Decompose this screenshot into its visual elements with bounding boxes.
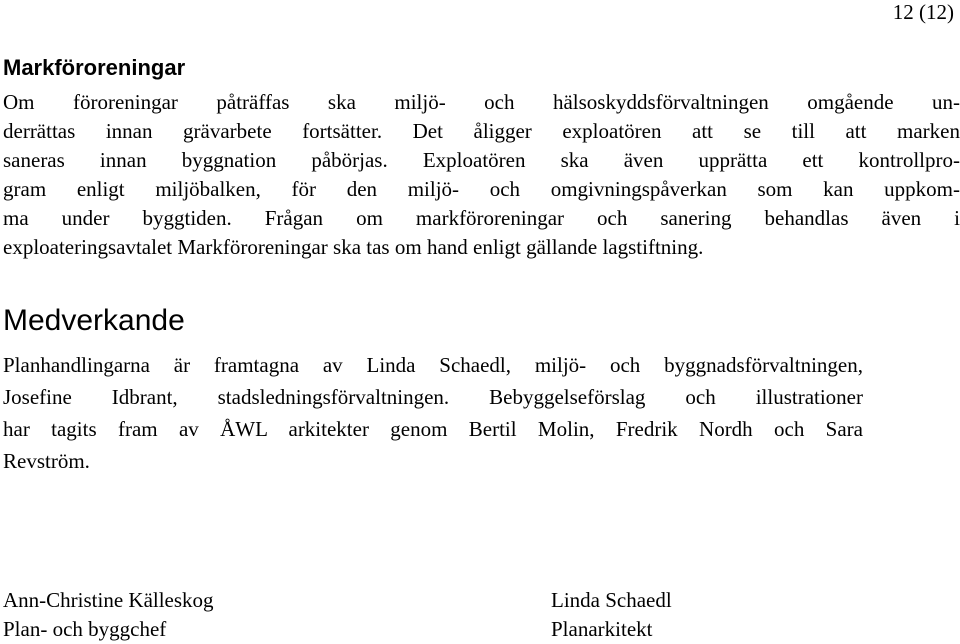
paragraph-line: exploateringsavtalet Markföroreningar ska tas om hand enligt gällande lagstiftning. [3, 235, 704, 259]
contributors-paragraph [3, 349, 863, 477]
contamination-paragraph [3, 88, 960, 262]
paragraph-line: Josefine Idbrant, stadsledningsförvaltningen. Bebyggelseförslag och illustrationer [3, 385, 863, 409]
section-heading-contamination: Markföroreningar [3, 55, 186, 80]
paragraph-line: Planhandlingarna är framtagna av Linda Schaedl, miljö- och byggnadsförvaltningen, [3, 353, 863, 377]
paragraph-line: har tagits fram av ÅWL arkitekter genom Bertil Molin, Fredrik Nordh och Sara [3, 417, 863, 441]
paragraph-line: ma under byggtiden. Frågan om markföroreningar och sanering behandlas även i [3, 206, 960, 230]
signatory-name: Linda Schaedl [551, 588, 672, 612]
signatory-name: Ann-Christine Källeskog [3, 588, 214, 612]
page-number: 12 (12) [892, 0, 954, 24]
signature-block-right [551, 586, 672, 644]
paragraph-line: gram enligt miljöbalken, för den miljö- och omgivningspåverkan som kan uppkom- [3, 177, 960, 201]
paragraph-line: Om föroreningar påträffas ska miljö- och hälsoskyddsförvaltningen omgående un- [3, 90, 960, 114]
paragraph-line: Revström. [3, 449, 90, 473]
section-heading-contributors: Medverkande [3, 304, 185, 337]
signatory-title: Plan- och byggchef [3, 617, 167, 641]
signatory-title: Planarkitekt [551, 617, 653, 641]
signature-block-left [3, 586, 214, 644]
paragraph-line: derrättas innan grävarbete fortsätter. Det åligger exploatören att se till att marken [3, 119, 960, 143]
paragraph-line: saneras innan byggnation påbörjas. Exploatören ska även upprätta ett kontrollpro- [3, 148, 960, 172]
